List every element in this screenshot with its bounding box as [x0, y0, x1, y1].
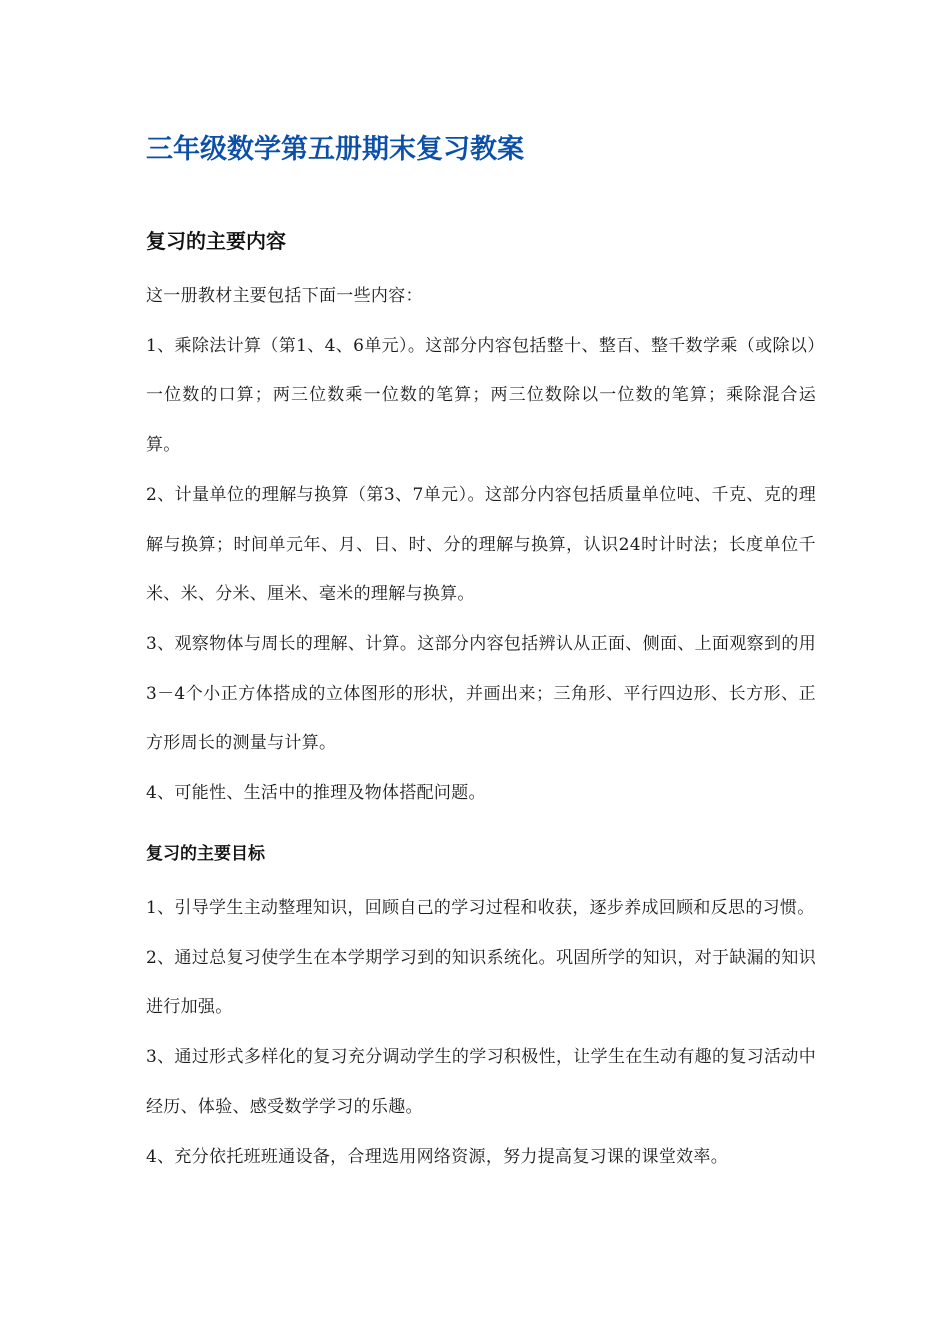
section-review-content [146, 222, 816, 819]
section-review-goals [146, 836, 816, 1182]
goal-item-4: 4、充分依托班班通设备，合理选用网络资源，努力提高复习课的课堂效率。 [146, 1146, 729, 1167]
content-item-3: 3、观察物体与周长的理解、计算。这部分内容包括辨认从正面、侧面、上面观察到的用3－4个小正方体搭成的立体图形的形状，并画出来；三角形、平行四边形、长方形、正方形周长的测量与计算。 [146, 633, 816, 754]
content-item-2: 2、计量单位的理解与换算（第3、7单元）。这部分内容包括质量单位吨、千克、克的理解与换算；时间单元年、月、日、时、分的理解与换算，认识24时计时法；长度单位千米、米、分米、厘米、毫米的理解与换算。 [146, 484, 816, 605]
section-heading: 复习的主要内容 [146, 229, 286, 253]
section-heading: 复习的主要目标 [146, 844, 265, 864]
content-item-4: 4、可能性、生活中的推理及物体搭配问题。 [146, 783, 486, 804]
section-intro: 这一册教材主要包括下面一些内容： [146, 286, 423, 306]
goal-item-1: 1、引导学生主动整理知识，回顾自己的学习过程和收获，逐步养成回顾和反思的习惯。 [146, 898, 815, 918]
content-item-1: 1、乘除法计算（第1、4、6单元）。这部分内容包括整十、整百、整千数学乘（或除以）一位数的口算；两三位数乘一位数的笔算；两三位数除以一位数的笔算；乘除混合运算。 [146, 335, 816, 456]
document-title: 三年级数学第五册期末复习教案 [146, 134, 524, 165]
goal-item-3: 3、通过形式多样化的复习充分调动学生的学习积极性，让学生在生动有趣的复习活动中经历、体验、感受数学学习的乐趣。 [146, 1047, 816, 1117]
goal-item-2: 2、通过总复习使学生在本学期学习到的知识系统化。巩固所学的知识，对于缺漏的知识进行加强。 [146, 947, 816, 1018]
